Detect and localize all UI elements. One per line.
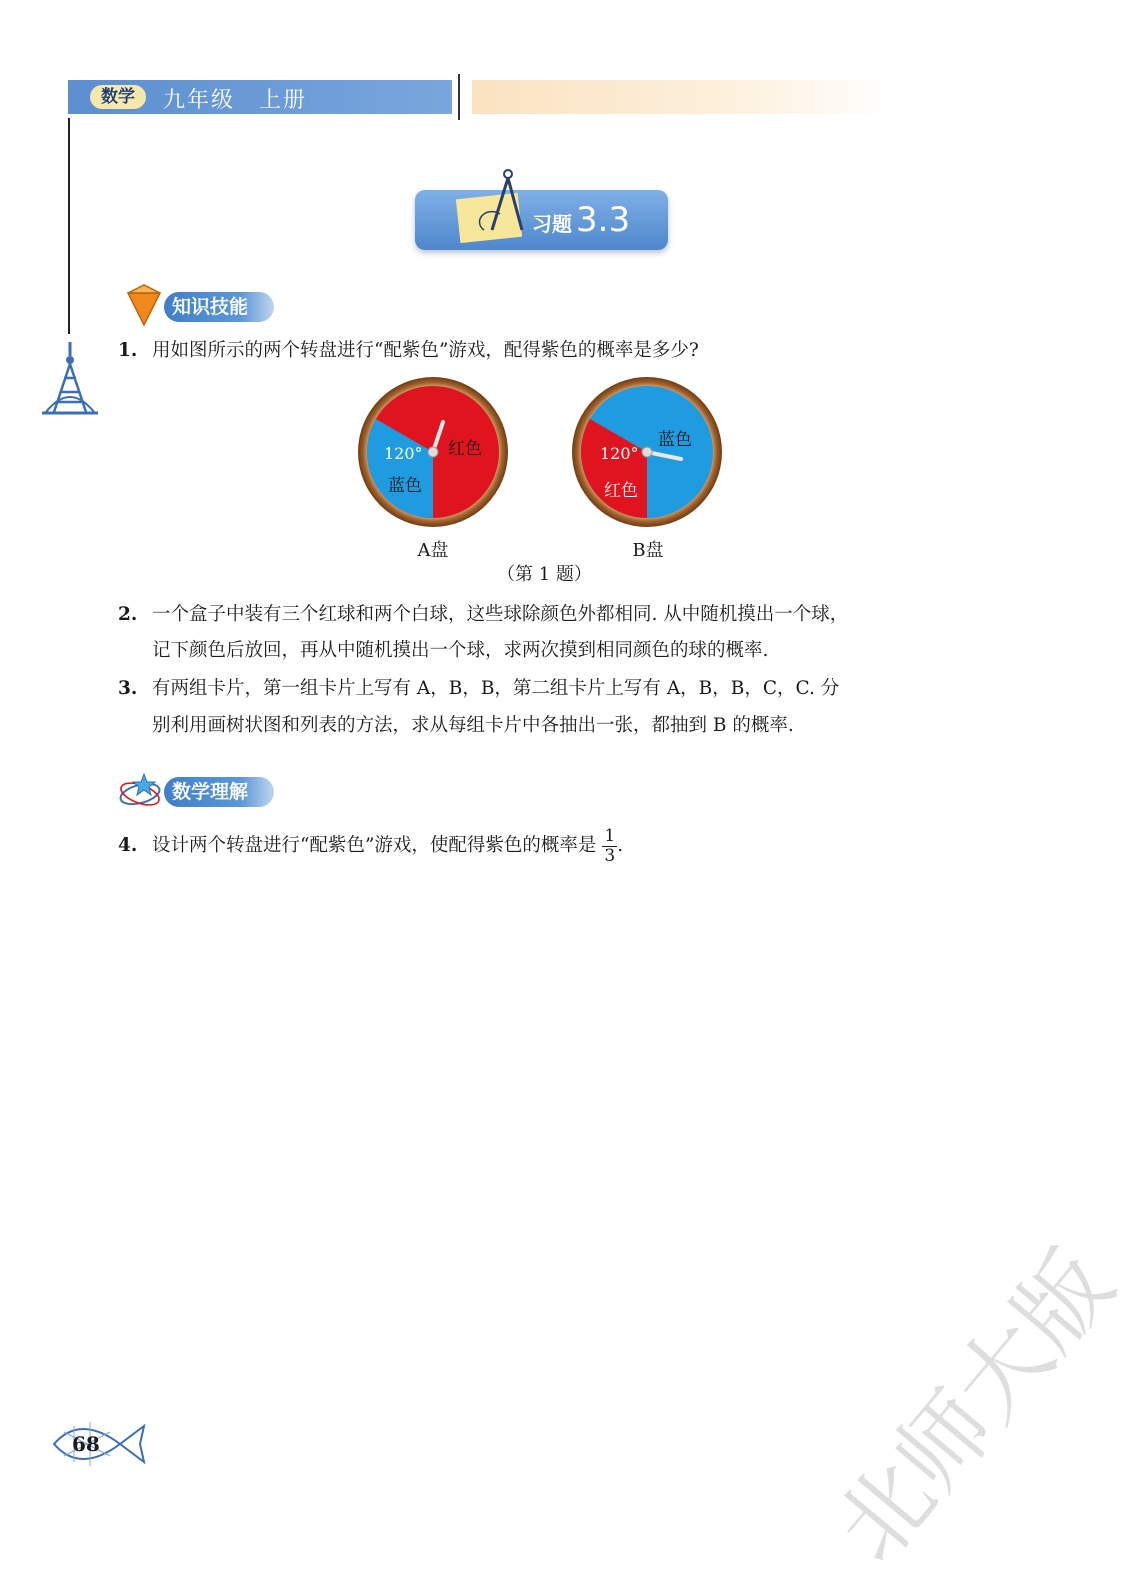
disk-a-red-label: 红色 xyxy=(448,439,482,459)
subject-logo: 数学 xyxy=(90,85,146,109)
compass-icon xyxy=(478,168,528,240)
section-label-understanding: 数学理解 xyxy=(164,777,274,807)
problem-2-continued: 记下颜色后放回，再从中随机摸出一个球，求两次摸到相同颜色的球的概率. xyxy=(152,640,769,661)
disk-b-blue-label: 蓝色 xyxy=(658,430,692,450)
watermark: 北师大版 xyxy=(815,1230,1134,1582)
disk-a-label: A盘 xyxy=(417,540,449,561)
header-decoration xyxy=(472,80,892,114)
problem-text: 有两组卡片，第一组卡片上写有 A，B，B，第二组卡片上写有 A，B，B，C，C. 分 xyxy=(152,678,840,699)
fraction-denominator: 3 xyxy=(604,845,616,866)
fraction-numerator: 1 xyxy=(604,825,616,846)
problem-number: 1. xyxy=(118,340,138,361)
problem-text: 用如图所示的两个转盘进行“配紫色”游戏，配得紫色的概率是多少? xyxy=(152,340,699,361)
problem-number: 2. xyxy=(118,604,138,625)
disk-b xyxy=(572,377,722,527)
disk-b-red-label: 红色 xyxy=(604,481,638,501)
fraction xyxy=(602,825,617,866)
book-title: 九年级 上册 xyxy=(163,88,308,113)
problem-1 xyxy=(118,332,968,369)
exercise-title-prefix: 习题 xyxy=(532,212,572,236)
diamond-icon xyxy=(124,283,164,327)
disk-b-angle-label: 120° xyxy=(600,444,639,463)
problem-4 xyxy=(118,826,968,866)
problem-number: 3. xyxy=(118,678,138,699)
problem-end-punct: . xyxy=(617,835,624,856)
problem-text: 设计两个转盘进行“配紫色”游戏，使配得紫色的概率是 xyxy=(152,835,597,856)
disk-a xyxy=(358,377,508,527)
section-label-skills: 知识技能 xyxy=(164,292,274,322)
problem-2 xyxy=(118,596,968,633)
exercise-title-number: 3.3 xyxy=(576,200,631,240)
header-divider xyxy=(458,74,460,120)
problem-3 xyxy=(118,670,968,707)
problem-number: 4. xyxy=(118,835,138,856)
disk-a-angle-label: 120° xyxy=(384,444,423,463)
fish-page-icon xyxy=(50,1412,150,1476)
star-orbit-icon xyxy=(118,770,166,810)
tower-icon xyxy=(40,342,100,416)
exercise-title xyxy=(532,200,630,240)
disk-a-blue-label: 蓝色 xyxy=(388,476,422,496)
margin-line xyxy=(68,118,70,334)
problem-text: 一个盒子中装有三个红球和两个白球，这些球除颜色外都相同. 从中随机摸出一个球， xyxy=(152,604,849,625)
disk-b-label: B盘 xyxy=(632,540,664,561)
page-number: 68 xyxy=(72,1432,100,1456)
problem-3-continued: 别利用画树状图和列表的方法，求从每组卡片中各抽出一张，都抽到 B 的概率. xyxy=(152,715,794,736)
figure-caption: （第 1 题） xyxy=(497,564,592,585)
